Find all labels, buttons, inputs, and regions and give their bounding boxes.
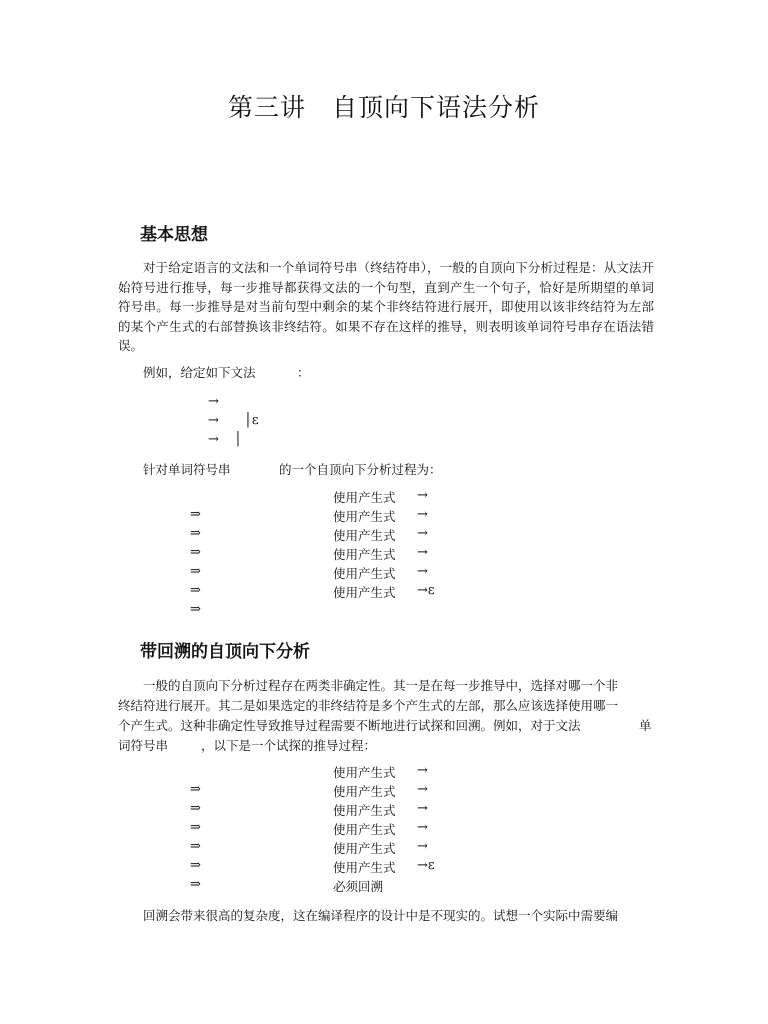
derivation1-arrow-6: →ε [417, 583, 435, 598]
derivation2-label-2: 使用产生式 [333, 784, 396, 799]
section2-line-4b: ，以下是一个试探的推导过程： [201, 738, 377, 753]
derivation1-step-4: ⇒ [190, 545, 201, 560]
derivation2-label-4: 使用产生式 [333, 822, 396, 837]
derivation2-step-7: ⇒ [190, 877, 201, 892]
derivation2-arrow-5: → [417, 839, 428, 854]
derivation1-step-7: ⇒ [190, 602, 201, 617]
derivation1-label-3: 使用产生式 [333, 528, 396, 543]
section2-line-4a: 词符号串 [118, 738, 169, 753]
section1-paragraph: 对于给定语言的文法和一个单词符号串（终结符串），一般的自顶向下分析过程是：从文法开始符号进行推导，每一步推导都获得文法的一个句型，直到产生一个句子，恰好是所期望的单词符号串。每一步推导是对当前句型中剩余的某个非终结符进行展开，即使用以该非终结符为左部的某个产生式的右部替换该非终结符。如果不存在这样的推导，则表明该单词符号串存在语法错误。 [118, 260, 654, 353]
derivation2-arrow-6: →ε [417, 858, 435, 873]
derivation1-label-4: 使用产生式 [333, 547, 396, 562]
for-string-suffix: 的一个自顶向下分析过程为： [279, 462, 442, 477]
example-intro: 例如，给定如下文法 [143, 365, 256, 380]
grammar-arrow-1: → [208, 394, 219, 409]
grammar-arrow-3: → [208, 432, 219, 447]
section2-line-2: 终结符进行展开。其二是如果选定的非终结符是多个产生式的左部，那么应该选择使用哪一 [118, 698, 619, 713]
derivation2-step-6: ⇒ [190, 858, 201, 873]
derivation2-label-1: 使用产生式 [333, 765, 396, 780]
grammar-alt-2: │ε [244, 413, 259, 428]
for-string-prefix: 针对单词符号串 [143, 462, 231, 477]
section2-line-3: 个产生式。这种非确定性导致推导过程需要不断地进行试探和回溯。例如，对于文法 [118, 718, 581, 733]
derivation2-arrow-1: → [417, 763, 428, 778]
derivation2-label-6: 使用产生式 [333, 860, 396, 875]
derivation2-arrow-4: → [417, 820, 428, 835]
example-colon: ： [297, 365, 310, 380]
grammar-alt-3: │ [234, 432, 242, 447]
derivation2-label-7: 必须回溯 [333, 879, 384, 894]
derivation2-step-4: ⇒ [190, 820, 201, 835]
derivation2-arrow-3: → [417, 801, 428, 816]
derivation1-label-2: 使用产生式 [333, 509, 396, 524]
derivation1-step-3: ⇒ [190, 526, 201, 541]
derivation1-step-6: ⇒ [190, 583, 201, 598]
section-heading-backtracking: 带回溯的自顶向下分析 [140, 642, 310, 662]
derivation1-label-5: 使用产生式 [333, 566, 396, 581]
derivation2-label-5: 使用产生式 [333, 841, 396, 856]
derivation2-step-3: ⇒ [190, 801, 201, 816]
derivation2-label-3: 使用产生式 [333, 803, 396, 818]
derivation1-step-5: ⇒ [190, 564, 201, 579]
derivation1-arrow-1: → [417, 488, 428, 503]
grammar-arrow-2: → [208, 413, 219, 428]
derivation1-label-6: 使用产生式 [333, 585, 396, 600]
derivation2-step-2: ⇒ [190, 782, 201, 797]
derivation1-arrow-4: → [417, 545, 428, 560]
derivation1-step-2: ⇒ [190, 507, 201, 522]
section2-line-3-end: 单 [639, 718, 652, 733]
derivation1-arrow-2: → [417, 507, 428, 522]
page-title: 第三讲 自顶向下语法分析 [227, 93, 540, 122]
derivation1-label-1: 使用产生式 [333, 490, 396, 505]
section2-line-1: 一般的自顶向下分析过程存在两类非确定性。其一是在每一步推导中，选择对哪一个非 [143, 678, 619, 693]
section-heading-basic-idea: 基本思想 [140, 225, 208, 245]
derivation2-arrow-2: → [417, 782, 428, 797]
derivation2-step-5: ⇒ [190, 839, 201, 854]
derivation1-arrow-3: → [417, 526, 428, 541]
closing-line: 回溯会带来很高的复杂度，这在编译程序的设计中是不现实的。试想一个实际中需要编 [143, 908, 619, 923]
derivation1-arrow-5: → [417, 564, 428, 579]
